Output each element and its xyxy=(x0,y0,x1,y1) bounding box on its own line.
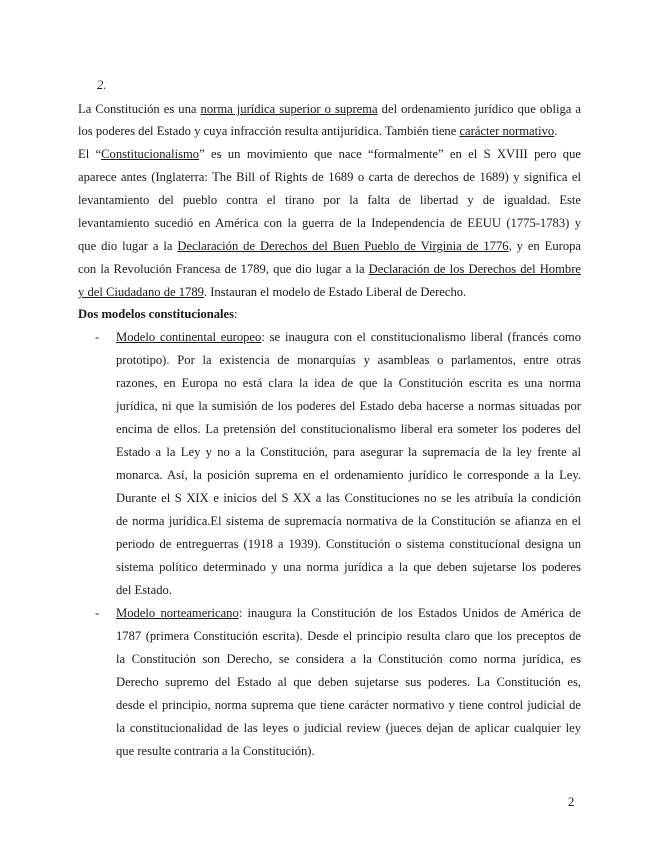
section-number: 2. xyxy=(97,78,107,92)
constitucionalismo-line: El “Constitucionalismo” es un movimiento que nace “formalmente” en el S XVIII pero que xyxy=(78,147,581,161)
europeo-line: razones, en Europa no está clara la idea de que la Constitución escrita es una norma xyxy=(116,376,581,390)
constitucionalismo-line: y del Ciudadano de 1789. Instauran el modelo de Estado Liberal de Derecho. xyxy=(78,285,467,299)
europeo-line: de norma jurídica.El sistema de supremacía normativa de la Constitución se afianza en el xyxy=(116,514,581,528)
link-norma-juridica: norma jurídica superior o suprema xyxy=(200,102,378,116)
norteamericano-line: la Constitución son Derecho, se considera a la Constitución como norma jurídica, es xyxy=(116,652,581,666)
intro-line: los poderes del Estado y cuya infracción resulta antijurídica. También tiene carácter normativo. xyxy=(78,124,558,138)
europeo-line: sistema político determinado y una norma jurídica a la que deben sujetarse los poderes xyxy=(116,560,581,574)
modelo-norteamericano-title: Modelo norteamericano xyxy=(116,606,239,620)
constitucionalismo-line: levantamiento sucedió en América con la guerra de la Independencia de EEUU (1775-1783) y xyxy=(78,216,581,230)
constitucionalismo-line: levantamiento del pueblo contra el tirano por la falta de libertad y de igualdad. Este xyxy=(78,193,581,207)
constitucionalismo-line: que dio lugar a la Declaración de Derechos del Buen Pueblo de Virginia de 1776, y en Europa xyxy=(78,239,581,253)
norteamericano-line: la constitucionalidad de las leyes o judicial review (jueces dejan de aplicar cualquier ley xyxy=(116,721,581,735)
norteamericano-line: 1787 (primera Constitución escrita). Desde el principio resulta claro que los preceptos de xyxy=(116,629,581,643)
europeo-line: Modelo continental europeo: se inaugura con el constitucionalismo liberal (francés como xyxy=(116,330,581,344)
models-heading: Dos modelos constitucionales: xyxy=(78,307,238,321)
europeo-line: encima de ellos. La pretensión del constitucionalismo liberal era someter los poderes del xyxy=(116,422,581,436)
europeo-line: periodo de entreguerras (1918 a 1939). Constitución o sistema constitucional designa un xyxy=(116,537,581,551)
europeo-line: Estado a la Ley y no a la Constitución, para asegurar la supremacía de la ley frente al xyxy=(116,445,581,459)
bullet-dash: - xyxy=(95,330,100,344)
norteamericano-line: Modelo norteamericano: inaugura la Constitución de los Estados Unidos de América de xyxy=(116,606,581,620)
page-number: 2 xyxy=(568,795,575,809)
europeo-line: del Estado. xyxy=(116,583,172,597)
intro-line: La Constitución es una norma jurídica superior o suprema del ordenamiento jurídico que obliga a xyxy=(78,102,581,116)
norteamericano-line: Derecho supremo del Estado al que deben sujetarse sus poderes. La Constitución es, xyxy=(116,675,581,689)
modelo-europeo-title: Modelo continental europeo xyxy=(116,330,262,344)
constitucionalismo-line: aparece antes (Inglaterra: The Bill of Rights de 1689 o carta de derechos de 1689) y significa el xyxy=(78,170,581,184)
europeo-line: Durante el S XIX e inicios del S XX a las Constituciones no se les atribuía la condición xyxy=(116,491,581,505)
europeo-line: prototipo). Por la existencia de monarquías y asambleas o parlamentos, entre otras xyxy=(116,353,581,367)
link-caracter-normativo: carácter normativo xyxy=(459,124,555,138)
bullet-dash: - xyxy=(95,606,100,620)
europeo-line: monarca. Así, la posición suprema en el ordenamiento jurídico le corresponde a la Ley. xyxy=(116,468,581,482)
constitucionalismo-line: con la Revolución Francesa de 1789, que dio lugar a la Declaración de los Derechos del Hombre xyxy=(78,262,581,276)
norteamericano-line: que resulte contraria a la Constitución). xyxy=(116,744,315,758)
europeo-line: jurídica, ni que la sumisión de los poderes del Estado deba hacerse a normas situadas por xyxy=(116,399,581,413)
norteamericano-line: desde el principio, norma suprema que tiene carácter normativo y tiene control judicial de xyxy=(116,698,581,712)
